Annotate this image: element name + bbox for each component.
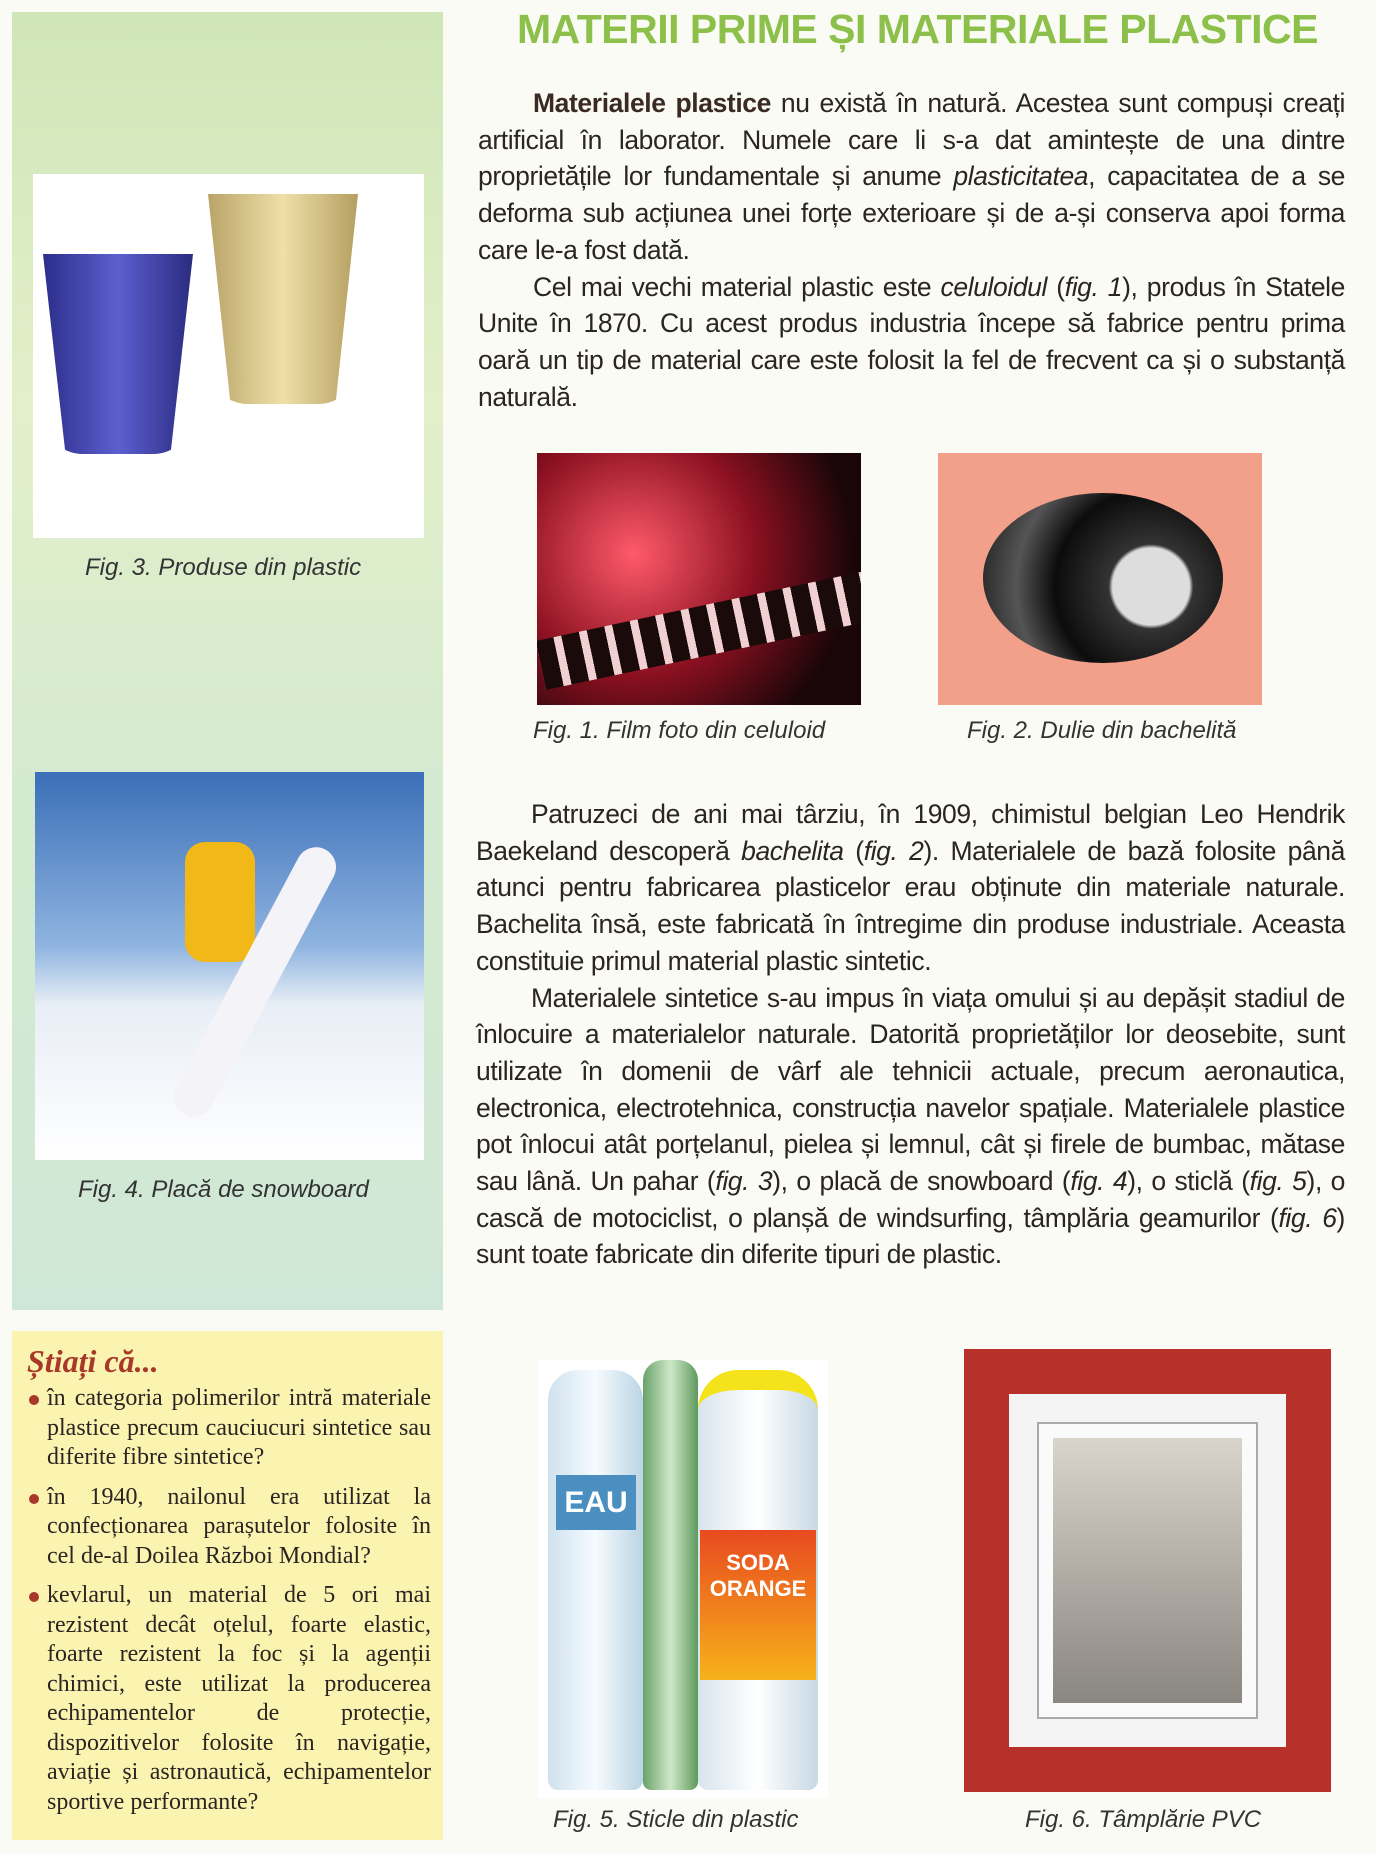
film-strip	[537, 566, 861, 690]
paragraph: Materialele sintetice s-au impus în viața omului și au depășit stadiul de înlocuire a materialelor naturale. Datorită proprietăților lor deosebite, sunt utilizate în domenii de vârf ale tehnicii actuale, precum aeronautica, electronica, electrotehnica, construcția navelor spațiale. Materialele plastice pot înlocui atât porțelanul, pielea și lemnul, cât și firele de bumbac, mătase sau lână. Un pahar (fig. 3), o placă de snowboard (fig. 4), o sticlă (fig. 5), o cască de motociclist, o planșă de windsurfing, tâmplăria geamurilor (fig. 6) sunt toate fabricate din diferite tipuri de plastic.	[476, 982, 1346, 1270]
fig6-pvc-window-image	[964, 1349, 1331, 1792]
fig3-plastic-cups-image	[33, 174, 424, 538]
fig4-snowboard-image	[35, 772, 424, 1160]
paragraph: Cel mai vechi material plastic este celuloidul (fig. 1), produs în Statele Unite în 1870. Cu acest produs industria începe să fabrice pentru prima oară un tip de material care este folosit la fel de frecvent ca și o substanță naturală.	[478, 271, 1346, 412]
stiati-ca-box	[12, 1331, 443, 1840]
stiati-ca-title: Știați că...	[27, 1343, 159, 1379]
fig5-plastic-bottles-image	[538, 1360, 828, 1798]
blue-cup	[43, 254, 193, 454]
green-bottle	[643, 1360, 698, 1790]
paragraph: Patruzeci de ani mai târziu, în 1909, chimistul belgian Leo Hendrik Baekeland descoperă bachelita (fig. 2). Materialele de bază folosite până atunci pentru fabricarea plasticelor erau obținute din materiale naturale. Bachelita însă, este fabricată în întregime din produse industriale. Aceasta constituie primul material plastic sintetic.	[476, 799, 1345, 976]
snowboarder	[185, 842, 255, 962]
window-glass	[1039, 1424, 1256, 1717]
fig1-celluloid-film-image	[537, 453, 861, 705]
page-title: MATERII PRIME ȘI MATERIALE PLASTICE	[517, 6, 1318, 52]
fact-item: în 1940, nailonul era utilizat la confecționarea parașutelor folosite în cel de-al Doilea Război Mondial?	[27, 1483, 431, 1572]
eau-label: EAU	[556, 1475, 636, 1530]
fig1-caption: Fig. 1. Film foto din celuloid	[533, 717, 826, 744]
body-text	[476, 796, 1345, 1273]
fig2-caption: Fig. 2. Dulie din bachelită	[967, 717, 1237, 744]
fig5-caption: Fig. 5. Sticle din plastic	[553, 1806, 799, 1833]
soda-label: SODA ORANGE	[700, 1530, 816, 1680]
fig3-caption: Fig. 3. Produse din plastic	[85, 554, 362, 581]
fig4-caption: Fig. 4. Placă de snowboard	[78, 1176, 369, 1203]
socket	[983, 493, 1223, 663]
intro-text	[478, 85, 1345, 415]
beige-cup	[208, 194, 358, 404]
fig6-caption: Fig. 6. Tâmplărie PVC	[1025, 1806, 1262, 1833]
water-bottle	[548, 1370, 643, 1790]
paragraph: Materialele plastice nu există în natură. Acestea sunt compuși creați artificial în laborator. Numele care li s-a dat amintește de una dintre proprietățile lor fundamentale și anume plasticitatea, capacitatea de a se deforma sub acțiunea unei forțe exterioare și de a-și conserva apoi forma care le-a fost dată.	[478, 88, 1346, 265]
fact-item: în categoria polimerilor intră materiale plastice precum cauciucuri sintetice sau diferite fibre sintetice?	[27, 1384, 431, 1473]
fig2-bakelite-socket-image	[938, 453, 1262, 705]
fact-item: kevlarul, un material de 5 ori mai rezistent decât oțelul, foarte elastic, foarte rezistent la foc și la agenții chimici, este utilizat la producerea echipamentelor de protecție, dispozitivelor folosite în navigație, aviație și astronautică, echipamentelor sportive performante?	[27, 1581, 431, 1817]
